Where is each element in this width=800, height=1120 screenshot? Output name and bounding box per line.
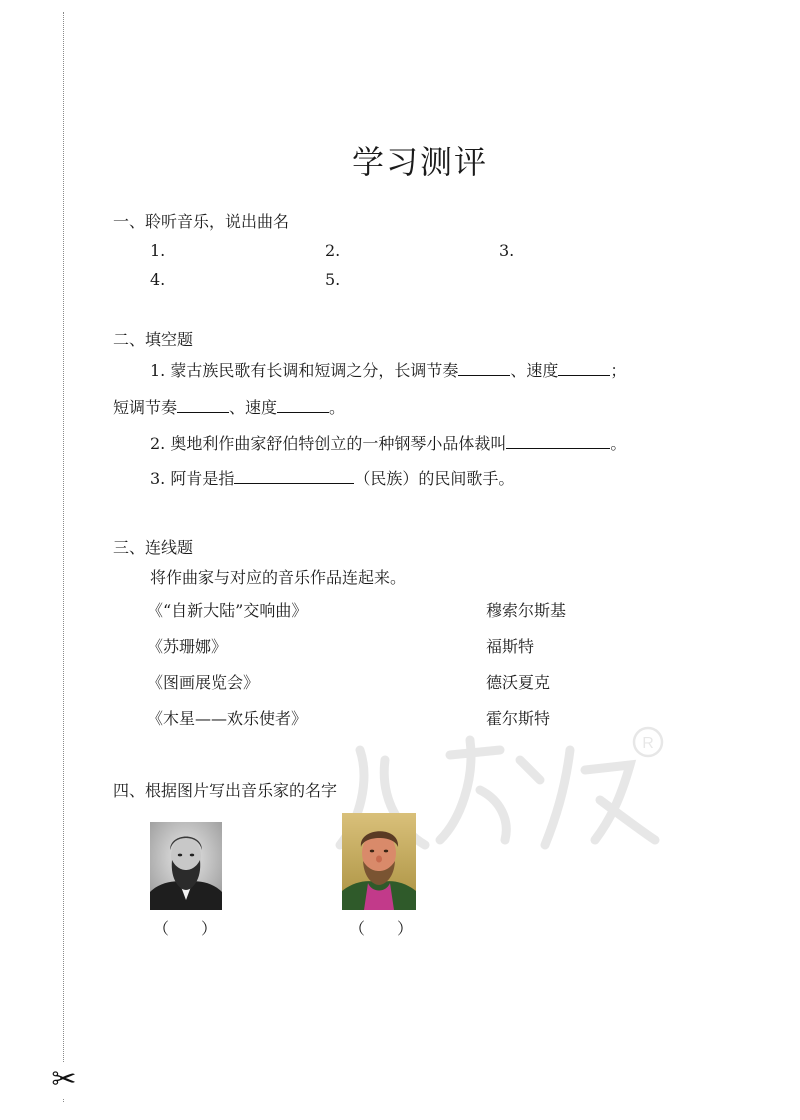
fill-question-2 <box>150 431 626 455</box>
listening-item-2: 2. <box>325 241 341 260</box>
answer-blank[interactable] <box>234 466 354 484</box>
fill-question-1-text-c: ； <box>610 361 627 380</box>
matching-work-1[interactable]: 《“自新大陆”交响曲》 <box>147 601 308 620</box>
fill-question-3-text-a: 3. 阿肯是指 <box>150 469 235 488</box>
fill-question-1-text-d: 短调节奏 <box>113 398 178 417</box>
fill-question-1-text-b: 、速度 <box>510 361 559 380</box>
answer-blank[interactable] <box>506 431 610 449</box>
matching-composer-2[interactable]: 福斯特 <box>486 637 535 656</box>
listening-item-3: 3. <box>499 241 515 260</box>
fill-question-3-text-b: （民族）的民间歌手。 <box>354 469 515 488</box>
listening-item-4: 4. <box>150 270 166 289</box>
fill-question-2-text-a: 2. 奥地利作曲家舒伯特创立的一种钢琴小品体裁叫 <box>150 434 507 453</box>
matching-work-2[interactable]: 《苏珊娜》 <box>147 637 228 656</box>
scissors-icon: ✂ <box>51 1062 77 1097</box>
portrait-answer-1[interactable]: （ ） <box>153 919 218 938</box>
section4-heading: 四、根据图片写出音乐家的名字 <box>113 781 338 800</box>
section2-heading: 二、填空题 <box>113 330 194 349</box>
matching-composer-3[interactable]: 德沃夏克 <box>486 673 551 692</box>
fill-question-1-line-1 <box>150 358 626 382</box>
matching-composer-4[interactable]: 霍尔斯特 <box>486 709 551 728</box>
composer-portrait-1 <box>150 822 222 910</box>
portrait-answer-2[interactable]: （ ） <box>349 919 414 938</box>
answer-blank[interactable] <box>558 358 610 376</box>
answer-blank[interactable] <box>177 395 229 413</box>
fill-question-1-text-e: 、速度 <box>229 398 278 417</box>
listening-item-1: 1. <box>150 241 166 260</box>
page-title: 学习测评 <box>351 143 488 181</box>
svg-text:R: R <box>642 735 654 752</box>
matching-composer-1[interactable]: 穆索尔斯基 <box>486 601 567 620</box>
section3-heading: 三、连线题 <box>113 538 194 557</box>
answer-blank[interactable] <box>277 395 329 413</box>
composer-portrait-2 <box>342 813 416 910</box>
fill-question-1-line-2 <box>113 395 345 419</box>
fill-question-1-text-a: 1. 蒙古族民歌有长调和短调之分，长调节奏 <box>150 361 459 380</box>
matching-work-4[interactable]: 《木星——欢乐使者》 <box>147 709 308 728</box>
fill-question-1-text-f: 。 <box>329 398 346 417</box>
fill-question-2-text-b: 。 <box>610 434 627 453</box>
matching-instruction: 将作曲家与对应的音乐作品连起来。 <box>150 568 407 587</box>
matching-work-3[interactable]: 《图画展览会》 <box>147 673 260 692</box>
section1-heading: 一、聆听音乐，说出曲名 <box>113 212 290 231</box>
answer-blank[interactable] <box>458 358 510 376</box>
fill-question-3 <box>150 466 514 490</box>
listening-item-5: 5. <box>325 270 341 289</box>
